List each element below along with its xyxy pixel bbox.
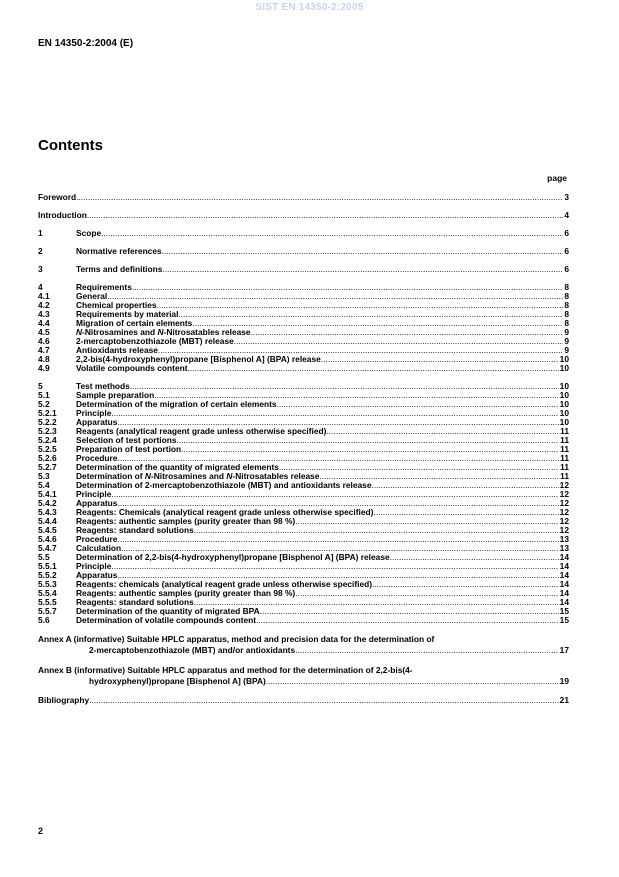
toc-entry-page: 10 — [559, 363, 569, 373]
toc-entry-page: 4 — [564, 210, 569, 220]
toc-entry-page: 14 — [559, 570, 569, 580]
toc-entry-title: Determination of the migration of certain elements — [76, 399, 277, 409]
toc-spacer — [38, 220, 569, 229]
toc-entry-page: 14 — [559, 552, 569, 562]
toc-entry-number: 5.5 — [38, 552, 50, 562]
toc-entry-number: 5.5.3 — [38, 579, 57, 589]
toc-entry-annex[interactable] — [38, 665, 569, 687]
toc-entry[interactable] — [38, 553, 569, 562]
toc-entry-title: Determination of 2-mercaptobenzothiazole (MBT) and antioxidants release — [76, 480, 372, 490]
toc-entry[interactable] — [38, 247, 569, 256]
toc-entry-annex[interactable] — [38, 634, 569, 656]
toc-entry-title-line2: 2-mercaptobenzothiazole (MBT) and/or antioxidants — [89, 645, 296, 655]
toc-entry-title: Reagents: standard solutions — [76, 525, 194, 535]
toc-entry-page: 9 — [564, 336, 569, 346]
toc-entry-title: Determination of volatile compounds content — [76, 615, 257, 625]
toc-entry-number: 5.5.5 — [38, 597, 57, 607]
toc-entry-title: Requirements — [76, 282, 132, 292]
toc-leader-dots — [117, 535, 558, 544]
toc-leader-dots — [295, 645, 559, 656]
toc-entry-title: Reagents: authentic samples (purity greater than 98 %) — [76, 588, 296, 598]
toc-entry-page: 14 — [559, 588, 569, 598]
toc-entry-title: Determination of the quantity of migrated BPA — [76, 606, 260, 616]
toc-leader-dots — [188, 364, 559, 373]
toc-entry-number: 4.6 — [38, 336, 50, 346]
toc-entry[interactable] — [38, 696, 569, 705]
toc-entry-page: 14 — [559, 561, 569, 571]
toc-entry-title: Apparatus — [76, 417, 118, 427]
toc-entry-title: Principle — [76, 489, 112, 499]
toc-entry-title: Migration of certain elements — [76, 318, 193, 328]
toc-entry-title-line2: hydroxyphenyl)propane [Bisphenol A] (BPA) — [89, 676, 266, 686]
toc-entry-title: Procedure — [76, 453, 118, 463]
toc-leader-dots — [157, 301, 564, 310]
toc-entry-number: 5.4.2 — [38, 498, 57, 508]
toc-entry-line2 — [38, 676, 569, 687]
toc-entry-number: 4.8 — [38, 354, 50, 364]
toc-leader-dots — [111, 490, 558, 499]
toc-entry-number: 5.2.7 — [38, 462, 57, 472]
toc-spacer — [38, 625, 569, 634]
toc-entry-number: 5.2 — [38, 399, 50, 409]
toc-entry-page: 12 — [559, 516, 569, 526]
toc-entry-number: 5.2.5 — [38, 444, 57, 454]
toc-entry-number: 5.2.4 — [38, 435, 57, 445]
toc-entry-number: 5.5.1 — [38, 561, 57, 571]
toc-entry-number: 5.2.3 — [38, 426, 57, 436]
toc-entry[interactable] — [38, 283, 569, 292]
toc-entry-page: 19 — [559, 676, 569, 686]
toc-leader-dots — [101, 229, 563, 238]
toc-entry-page: 15 — [559, 606, 569, 616]
toc-leader-dots — [390, 553, 559, 562]
toc-entry-title: Reagents: Chemicals (analytical reagent grade unless otherwise specified) — [76, 507, 374, 517]
toc-entry[interactable] — [38, 364, 569, 373]
toc-entry-title: Requirements by material — [76, 309, 179, 319]
toc-entry-number: 5.2.1 — [38, 408, 57, 418]
document-id: EN 14350-2:2004 (E) — [38, 38, 134, 49]
toc-entry-title: Reagents: chemicals (analytical reagent grade unless otherwise specified) — [76, 579, 373, 589]
toc-leader-dots — [260, 607, 559, 616]
toc-entry-page: 8 — [564, 300, 569, 310]
toc-leader-dots — [162, 247, 564, 256]
toc-entry-number: 4.4 — [38, 318, 50, 328]
toc-entry-page: 8 — [564, 318, 569, 328]
toc-entry-page: 10 — [559, 417, 569, 427]
toc-entry-number: 5.4 — [38, 480, 50, 490]
toc-entry-page: 12 — [559, 507, 569, 517]
toc-entry[interactable] — [38, 193, 569, 202]
toc-entry-page: 21 — [559, 695, 569, 705]
toc-entry-title: Reagents: standard solutions — [76, 597, 194, 607]
toc-entry-title: Determination of the quantity of migrated elements — [76, 462, 279, 472]
toc-leader-dots — [178, 310, 563, 319]
toc-entry-page: 10 — [559, 399, 569, 409]
toc-entry-number: 5.2.6 — [38, 453, 57, 463]
toc-entry-page: 10 — [559, 408, 569, 418]
toc-entry-number: 5.2.2 — [38, 417, 57, 427]
toc-entry-title: Scope — [76, 228, 102, 238]
toc-entry-title: Determination of N-Nitrosamines and N-Nitrosatables release — [76, 471, 320, 481]
toc-entry[interactable] — [38, 400, 569, 409]
toc-leader-dots — [295, 517, 558, 526]
toc-entry-page: 10 — [559, 381, 569, 391]
toc-entry-number: 5.4.7 — [38, 543, 57, 553]
table-of-contents — [38, 193, 569, 705]
toc-entry-title: 2-mercaptobenzothiazole (MBT) release — [76, 336, 234, 346]
toc-entry-page: 8 — [564, 282, 569, 292]
toc-leader-dots — [321, 355, 559, 364]
toc-entry-page: 6 — [564, 246, 569, 256]
watermark: SIST EN 14350-2:2005 — [255, 2, 364, 13]
toc-entry-page: 6 — [564, 228, 569, 238]
toc-entry-page: 3 — [564, 192, 569, 202]
toc-entry-title: Introduction — [38, 210, 87, 220]
toc-entry-page: 8 — [564, 291, 569, 301]
toc-entry-number: 4.5 — [38, 327, 50, 337]
toc-entry-page: 11 — [560, 453, 569, 463]
toc-entry-title: Calculation — [76, 543, 122, 553]
toc-entry-title: Reagents: authentic samples (purity greater than 98 %) — [76, 516, 296, 526]
toc-leader-dots — [181, 445, 559, 454]
toc-entry[interactable] — [38, 211, 569, 220]
toc-entry-number: 3 — [38, 264, 43, 274]
toc-entry-number: 4.2 — [38, 300, 50, 310]
toc-entry-title: Procedure — [76, 534, 118, 544]
toc-leader-dots — [295, 589, 558, 598]
toc-leader-dots — [111, 562, 558, 571]
toc-entry-number: 2 — [38, 246, 43, 256]
toc-entry-line2 — [38, 645, 569, 656]
toc-entry-number: 4.9 — [38, 363, 50, 373]
toc-entry-page: 10 — [559, 354, 569, 364]
toc-entry-page: 11 — [560, 426, 569, 436]
page-number: 2 — [38, 826, 44, 836]
toc-entry[interactable] — [38, 526, 569, 535]
toc-entry-title: Selection of test portions — [76, 435, 177, 445]
toc-entry-page: 11 — [560, 444, 569, 454]
toc-entry-page: 14 — [559, 579, 569, 589]
toc-entry-number: 5.5.7 — [38, 606, 57, 616]
toc-leader-dots — [277, 400, 559, 409]
toc-entry[interactable] — [38, 490, 569, 499]
toc-entry-number: 1 — [38, 228, 43, 238]
toc-entry-page: 9 — [564, 345, 569, 355]
toc-leader-dots — [130, 382, 559, 391]
toc-entry-title: General — [76, 291, 108, 301]
toc-entry-title: Test methods — [76, 381, 130, 391]
toc-entry-title: Apparatus — [76, 498, 118, 508]
toc-entry-page: 12 — [559, 525, 569, 535]
toc-entry-title: Principle — [76, 408, 112, 418]
toc-spacer — [38, 202, 569, 211]
toc-leader-dots — [372, 481, 559, 490]
toc-entry-title: Determination of 2,2-bis(4-hydroxyphenyl)propane [Bisphenol A] (BPA) release — [76, 552, 390, 562]
toc-entry-title: Bibliography — [38, 695, 90, 705]
toc-entry-number: 5.3 — [38, 471, 50, 481]
toc-leader-dots — [89, 696, 558, 705]
toc-entry-number: 5.5.4 — [38, 588, 57, 598]
toc-entry-title: Terms and definitions — [76, 264, 163, 274]
toc-entry[interactable] — [38, 562, 569, 571]
toc-entry-number: 5.5.2 — [38, 570, 57, 580]
toc-entry-page: 12 — [559, 489, 569, 499]
toc-entry-number: 4.3 — [38, 309, 50, 319]
toc-leader-dots — [234, 337, 564, 346]
toc-entry-page: 13 — [559, 543, 569, 553]
toc-entry-title: Antioxidants release — [76, 345, 158, 355]
toc-leader-dots — [256, 616, 559, 625]
toc-entry-page: 11 — [560, 471, 569, 481]
toc-entry-number: 5.4.4 — [38, 516, 57, 526]
toc-entry[interactable] — [38, 481, 569, 490]
toc-entry[interactable] — [38, 445, 569, 454]
toc-entry-number: 5.6 — [38, 615, 50, 625]
toc-entry-page: 17 — [559, 645, 569, 655]
toc-entry-title: Principle — [76, 561, 112, 571]
toc-leader-dots — [107, 292, 563, 301]
toc-entry-title: Foreword — [38, 192, 77, 202]
toc-entry-title: 2,2-bis(4-hydroxyphenyl)propane [Bisphenol A] (BPA) release — [76, 354, 321, 364]
toc-entry-title: Preparation of test portion — [76, 444, 182, 454]
toc-entry-title-line1: Annex B (informative) Suitable HPLC apparatus and method for the determination of 2,2-bis(4- — [38, 665, 413, 675]
toc-entry-number: 5.4.5 — [38, 525, 57, 535]
toc-entry-title: Volatile compounds content — [76, 363, 188, 373]
toc-leader-dots — [87, 211, 563, 220]
toc-leader-dots — [373, 508, 558, 517]
toc-leader-dots — [194, 526, 559, 535]
toc-entry-number: 4.1 — [38, 291, 50, 301]
toc-entry-number: 5 — [38, 381, 43, 391]
toc-entry-title: Apparatus — [76, 570, 118, 580]
toc-leader-dots — [279, 463, 559, 472]
toc-entry-number: 5.4.1 — [38, 489, 57, 499]
toc-entry-title: Chemical properties — [76, 300, 157, 310]
toc-entry-page: 12 — [559, 480, 569, 490]
toc-entry-number: 5.1 — [38, 390, 50, 400]
toc-entry[interactable] — [38, 409, 569, 418]
toc-entry-page: 11 — [560, 462, 569, 472]
toc-leader-dots — [266, 676, 559, 687]
toc-entry-title: Reagents (analytical reagent grade unless otherwise specified) — [76, 426, 327, 436]
toc-entry[interactable] — [38, 616, 569, 625]
toc-entry-page: 13 — [559, 534, 569, 544]
toc-entry-title: Sample preparation — [76, 390, 155, 400]
toc-entry-page: 6 — [564, 264, 569, 274]
toc-entry-page: 9 — [564, 327, 569, 337]
toc-entry-number: 5.4.6 — [38, 534, 57, 544]
toc-entry-page: 8 — [564, 309, 569, 319]
toc-leader-dots — [162, 265, 563, 274]
toc-entry-title: Normative references — [76, 246, 162, 256]
toc-entry-number: 4 — [38, 282, 43, 292]
toc-entry-page: 10 — [559, 390, 569, 400]
toc-entry-title-line1: Annex A (informative) Suitable HPLC apparatus, method and precision data for the determination of — [38, 634, 435, 644]
toc-entry-page: 12 — [559, 498, 569, 508]
toc-leader-dots — [76, 193, 563, 202]
page-column-label: page — [547, 173, 567, 183]
toc-entry-title: N-Nitrosamines and N-Nitrosatables release — [76, 327, 251, 337]
toc-leader-dots — [132, 283, 563, 292]
toc-entry[interactable] — [38, 229, 569, 238]
page-title: Contents — [38, 137, 103, 154]
toc-entry-page: 14 — [559, 597, 569, 607]
toc-entry-number: 5.4.3 — [38, 507, 57, 517]
toc-leader-dots — [177, 436, 560, 445]
toc-spacer — [38, 687, 569, 696]
toc-entry[interactable] — [38, 265, 569, 274]
toc-leader-dots — [251, 328, 564, 337]
toc-entry-page: 11 — [560, 435, 569, 445]
toc-leader-dots — [372, 580, 559, 589]
toc-leader-dots — [326, 427, 559, 436]
toc-leader-dots — [111, 409, 558, 418]
toc-spacer — [38, 656, 569, 665]
toc-entry-page: 15 — [559, 615, 569, 625]
toc-entry-number: 4.7 — [38, 345, 50, 355]
